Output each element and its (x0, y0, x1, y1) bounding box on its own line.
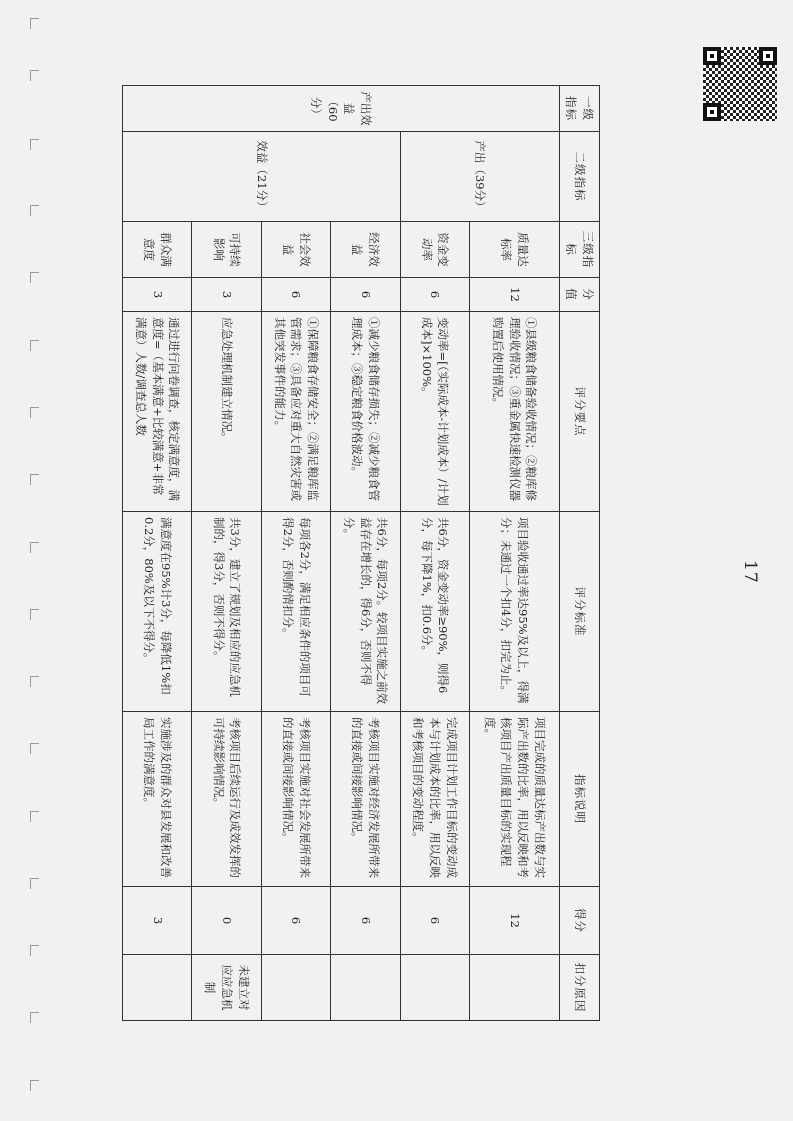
points-cell: ①减少粮食储存损失；②减少粮食管理成本；③稳定粮食价格波动。 (331, 312, 400, 512)
margin-mark (30, 676, 39, 687)
score-value-cell: 3 (192, 278, 261, 312)
margin-mark (30, 139, 39, 150)
level3-cell: 经济效益 (331, 222, 400, 278)
criteria-cell: 满意度在95%计3分，每降低1%扣0.2分，80%及以下不得分。 (123, 512, 192, 712)
score-value-cell: 6 (400, 278, 469, 312)
points-cell: ①保障粮食存储安全；②满足粮库监管需求；③具备应对重大自然灾害或其他突发事件的能力。 (261, 312, 330, 512)
evaluation-table (122, 85, 600, 1021)
score-cell: 0 (192, 887, 261, 955)
margin-mark (30, 1080, 39, 1091)
reason-cell (400, 955, 469, 1021)
score-cell: 12 (469, 887, 559, 955)
header-cell: 评分要点 (559, 312, 599, 512)
points-cell: ①县级粮食储备验收情况；②粮库修理验收情况；③重金属快速检测仪器购置后使用情况。 (469, 312, 559, 512)
level3-cell: 质量达标率 (469, 222, 559, 278)
margin-mark (30, 609, 39, 620)
criteria-cell: 共6分，每项2分。较项目实施之前效益存在增长的，得6分，否则不得分。 (331, 512, 400, 712)
explanation-cell: 考核项目实施对经济发展所带来的直接或间接影响情况。 (331, 712, 400, 887)
points-cell: 变动率=[（实际成本-计划成本）/计划成本]×100%。 (400, 312, 469, 512)
page-number: 17 (740, 560, 760, 584)
score-cell: 6 (400, 887, 469, 955)
reason-cell (123, 955, 192, 1021)
score-value-cell: 6 (331, 278, 400, 312)
level2-cell: 产出（39分） (400, 132, 559, 222)
reason-cell (331, 955, 400, 1021)
table-row (123, 86, 192, 1021)
level3-cell: 群众满意度 (123, 222, 192, 278)
margin-mark (30, 542, 39, 553)
explanation-cell: 项目完成的质量达标产出数与实际产出数的比率，用以反映和考核项目产出质量目标的实现程度。 (469, 712, 559, 887)
reason-cell (261, 955, 330, 1021)
explanation-cell: 考核项目后续运行及成效发挥的可持续影响情况。 (192, 712, 261, 887)
header-cell: 得分 (559, 887, 599, 955)
level3-cell: 社会效益 (261, 222, 330, 278)
header-cell: 二级指标 (559, 132, 599, 222)
criteria-cell: 项目验收通过率达95%及以上，得满分；未通过一个扣4分，扣完为止。 (469, 512, 559, 712)
table-row (331, 86, 400, 1021)
header-cell: 分值 (559, 278, 599, 312)
score-value-cell: 6 (261, 278, 330, 312)
header-cell: 三级指标 (559, 222, 599, 278)
margin-mark (30, 743, 39, 754)
margin-mark (30, 811, 39, 822)
header-cell: 指标说明 (559, 712, 599, 887)
level3-cell: 可持续影响 (192, 222, 261, 278)
qr-code-icon (703, 47, 777, 121)
score-value-cell: 3 (123, 278, 192, 312)
margin-mark (30, 1012, 39, 1023)
margin-mark (30, 474, 39, 485)
margin-mark (30, 945, 39, 956)
header-cell: 扣分原因 (559, 955, 599, 1021)
explanation-cell: 完成项目计划工作目标的变动成本与计划成本的比率，用以反映和考核项目的变动程度。 (400, 712, 469, 887)
table-row (192, 86, 261, 1021)
points-cell: 应急处理机制建立情况。 (192, 312, 261, 512)
explanation-cell: 实施涉及的群众对县发展和改善局工作的满意度。 (123, 712, 192, 887)
margin-mark (30, 340, 39, 351)
explanation-cell: 考核项目实施对社会发展所带来的直接或间接影响情况。 (261, 712, 330, 887)
margin-mark (30, 272, 39, 283)
level2-cell: 效益（21分） (123, 132, 401, 222)
criteria-cell: 每项各2分，满足相应条件的项目可得2分，否则酌情扣分。 (261, 512, 330, 712)
table-row (400, 86, 469, 1021)
reason-cell: 未建立对应应急机制 (192, 955, 261, 1021)
level3-cell: 资金变动率 (400, 222, 469, 278)
margin-mark (30, 70, 39, 81)
score-value-cell: 12 (469, 278, 559, 312)
margin-mark (30, 205, 39, 216)
table-header-row (559, 86, 599, 1021)
level1-cell: 产出效益（60分） (123, 86, 560, 132)
table-row (261, 86, 330, 1021)
margin-mark (30, 878, 39, 889)
criteria-cell: 共3分，建立了规划及相应的应急机制的，得3分，否则不得分。 (192, 512, 261, 712)
score-cell: 6 (331, 887, 400, 955)
evaluation-table-wrapper (122, 85, 600, 1020)
header-cell: 评分标准 (559, 512, 599, 712)
criteria-cell: 共6分，资金变动率≥90%，则得6分，每下降1%，扣0.6分。 (400, 512, 469, 712)
table-row (469, 86, 559, 1021)
score-cell: 6 (261, 887, 330, 955)
reason-cell (469, 955, 559, 1021)
margin-mark (30, 18, 39, 29)
score-cell: 3 (123, 887, 192, 955)
points-cell: 通过进行问卷调查，核定满意度，满意度=（基本满意+比较满意+非常满意）人数/调查总人数 (123, 312, 192, 512)
header-cell: 一级指标 (559, 86, 599, 132)
margin-mark (30, 407, 39, 418)
